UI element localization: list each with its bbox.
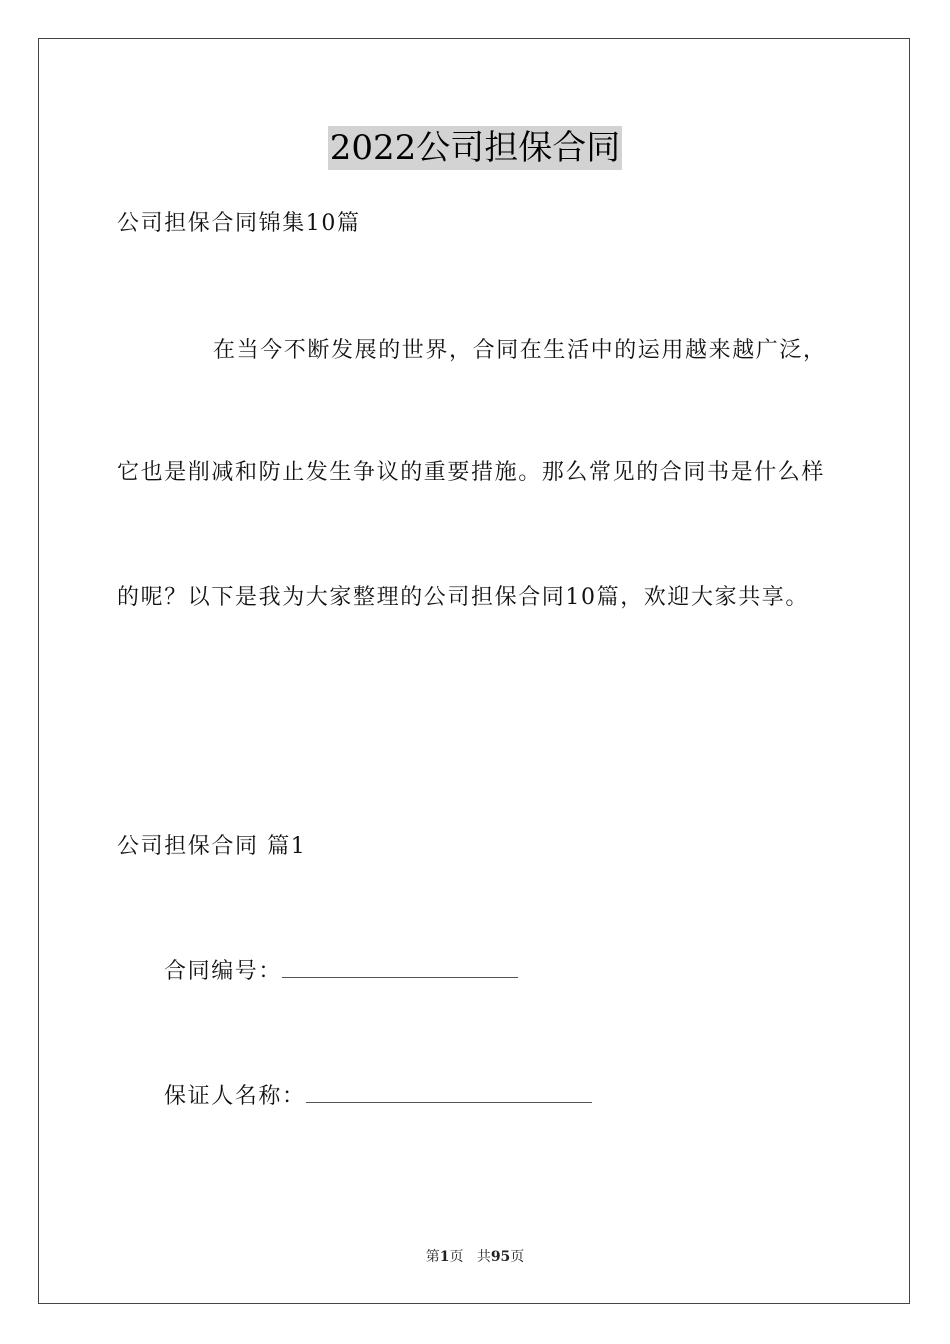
document-subtitle: 公司担保合同锦集10篇 <box>117 211 361 236</box>
footer-page-prefix: 第 <box>425 1249 440 1265</box>
footer-page-suffix: 页 <box>449 1249 464 1265</box>
contract-number-field <box>164 957 518 987</box>
contract-number-blank[interactable] <box>282 957 518 978</box>
title-container <box>0 126 950 170</box>
intro-line-1: 在当今不断发展的世界，合同在生活中的运用越来越广泛， <box>213 338 827 363</box>
guarantor-name-label: 保证人名称： <box>164 1084 306 1109</box>
section-heading: 公司担保合同 篇1 <box>117 834 307 859</box>
document-title: 2022公司担保合同 <box>329 128 621 168</box>
guarantor-name-blank[interactable] <box>306 1082 592 1103</box>
intro-line-2: 它也是削减和防止发生争议的重要措施。那么常见的合同书是什么样 <box>117 460 826 485</box>
contract-number-label: 合同编号： <box>164 959 283 984</box>
intro-line-3: 的呢？以下是我为大家整理的公司担保合同10篇，欢迎大家共享。 <box>117 585 809 610</box>
footer-total-prefix: 共 <box>476 1249 491 1265</box>
footer-total-pages: 95 <box>490 1249 511 1265</box>
guarantor-name-field <box>164 1082 592 1112</box>
footer-page-number: 1 <box>439 1249 450 1265</box>
page-footer <box>0 1247 950 1267</box>
footer-total-suffix: 页 <box>510 1249 525 1265</box>
